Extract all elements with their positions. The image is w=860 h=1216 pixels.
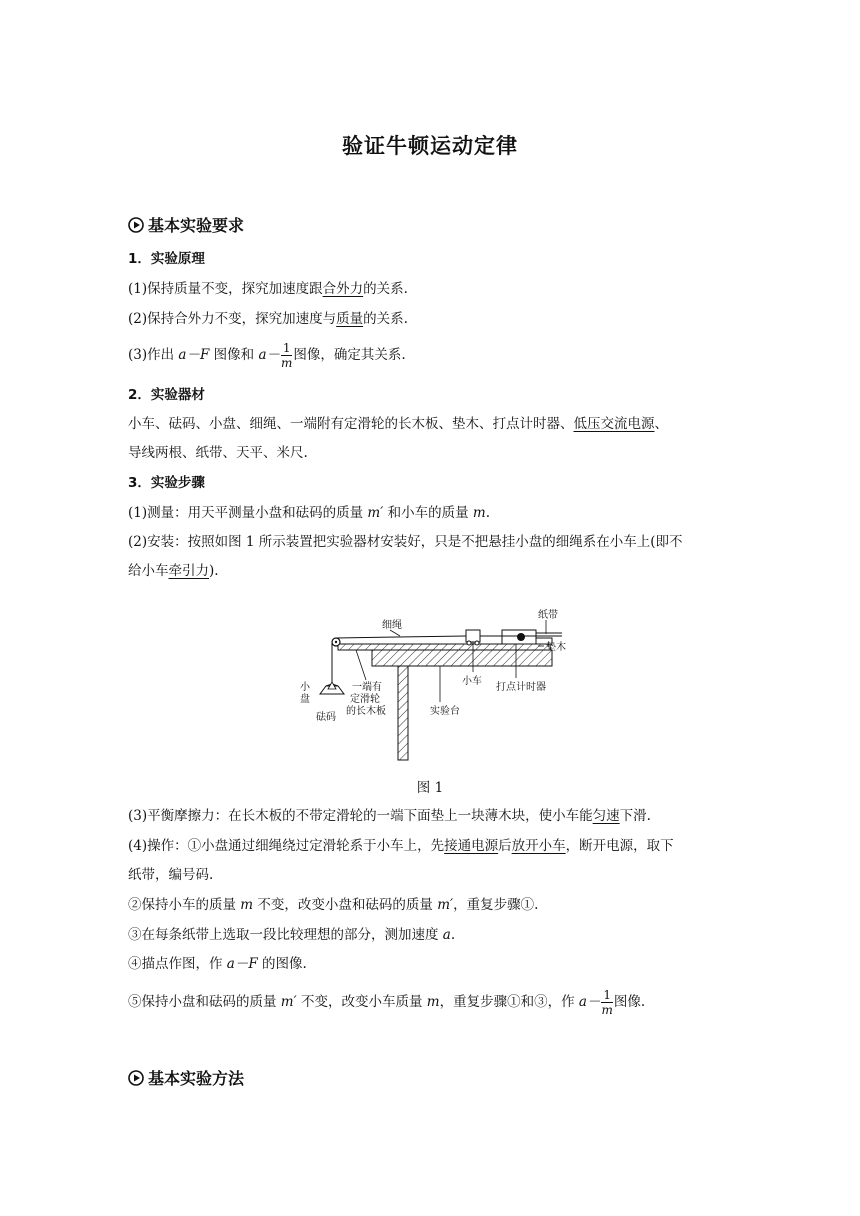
section-title: 基本实验方法	[148, 1069, 245, 1088]
equipment-line-1: 小车、砝码、小盘、细绳、一端附有定滑轮的长木板、垫木、打点计时器、低压交流电源、	[128, 416, 668, 432]
heading-steps: 3．实验步骤	[128, 475, 205, 491]
fraction-1-over-m: $\frac{1}{m}$	[601, 988, 613, 1017]
play-circle-icon	[128, 217, 144, 233]
label-car: 小车	[462, 676, 482, 687]
step-4: ④描点作图，作 a－F 的图像.	[128, 956, 307, 972]
section-title: 基本实验要求	[148, 216, 245, 235]
step-3: ③在每条纸带上选取一段比较理想的部分，测加速度 a.	[128, 927, 456, 943]
label-rope: 细绳	[382, 620, 402, 631]
long-board	[338, 644, 550, 650]
section-heading-requirements	[128, 213, 244, 236]
lab-table-leg	[398, 666, 408, 760]
step-balance-friction: (3)平衡摩擦力：在长木板的不带定滑轮的一端下面垫上一块薄木块，使小车能匀速下滑.	[128, 808, 651, 824]
heading-principle: 1．实验原理	[128, 251, 205, 267]
label-board-3: 的长木板	[346, 706, 386, 717]
label-board-1: 一端有	[352, 682, 382, 693]
label-tape: 纸带	[538, 610, 558, 621]
lab-table-top	[372, 650, 552, 666]
step-install-line-1: (2)安装：按照如图 1 所示装置把实验器材安装好，只是不把悬挂小盘的细绳系在小车上(即不	[128, 534, 683, 550]
page-title: 验证牛顿运动定律	[342, 134, 518, 158]
label-timer: 打点计时器	[496, 682, 546, 693]
equipment-line-2: 导线两根、纸带、天平、米尺.	[128, 445, 308, 461]
label-board-2: 定滑轮	[350, 694, 380, 705]
step-5: ⑤保持小盘和砝码的质量 m′ 不变，改变小车质量 m，重复步骤①和③，作 a－ $\frac{1}{m}$ 图像.	[128, 988, 646, 1017]
label-table: 实验台	[430, 706, 460, 717]
heading-equipment: 2．实验器材	[128, 387, 205, 403]
figure-caption: 图 1	[416, 780, 444, 796]
apparatus-figure	[290, 606, 580, 764]
principle-item-3: (3)作出 a－F 图像和 a－ $\frac{1}{m}$ 图像，确定其关系.	[128, 341, 406, 370]
principle-item-1: (1)保持质量不变，探究加速度跟合外力的关系.	[128, 281, 408, 297]
step-measure: (1)测量：用天平测量小盘和砝码的质量 m′ 和小车的质量 m.	[128, 505, 490, 521]
label-weight: 砝码	[316, 712, 336, 723]
cart-icon	[466, 630, 480, 642]
step-install-line-2: 给小车牵引力).	[128, 563, 219, 579]
step-operate-line-1: (4)操作：①小盘通过细绳绕过定滑轮系于小车上，先接通电源后放开小车，断开电源，取下	[128, 838, 674, 854]
label-pan-2: 盘	[300, 694, 310, 705]
label-pan-1: 小	[300, 682, 310, 693]
principle-item-2: (2)保持合外力不变，探究加速度与质量的关系.	[128, 311, 408, 327]
step-2: ②保持小车的质量 m 不变，改变小盘和砝码的质量 m′，重复步骤①.	[128, 897, 539, 913]
step-operate-line-2: 纸带，编号码.	[128, 867, 214, 883]
play-circle-icon	[128, 1070, 144, 1086]
label-pad: 垫木	[546, 642, 566, 653]
fraction-1-over-m: $\frac{1}{m}$	[281, 341, 293, 370]
rope	[336, 636, 466, 638]
section-heading-methods	[128, 1066, 244, 1089]
